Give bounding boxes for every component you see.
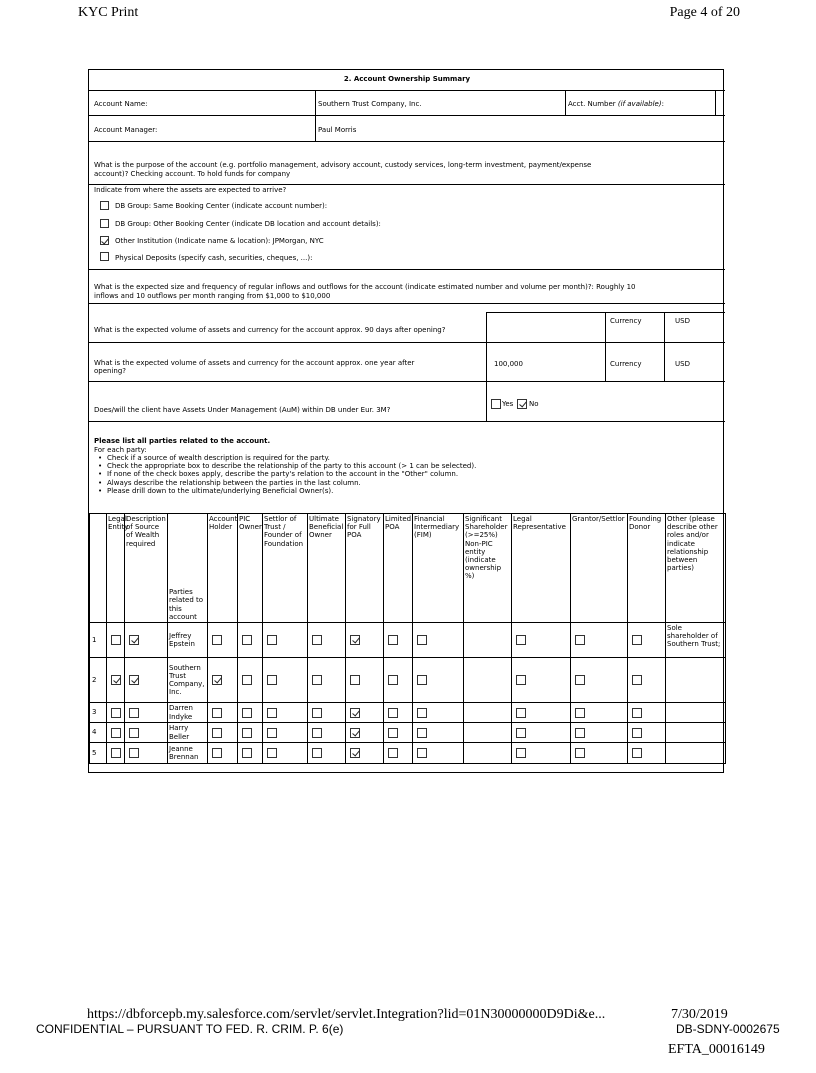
party-role-cell	[384, 623, 413, 658]
header-blank	[90, 514, 107, 623]
party-row	[90, 723, 726, 743]
party-row-number: 1	[90, 623, 107, 658]
party-role-checkbox[interactable]	[388, 635, 398, 645]
party-role-cell	[413, 743, 464, 764]
party-role-checkbox[interactable]	[111, 635, 121, 645]
account-number-label: Acct. Number (if available):	[568, 100, 664, 108]
party-name: Harry Beller	[168, 723, 208, 743]
party-role-cell	[571, 743, 628, 764]
header-pic-owner: PIC Owner	[238, 514, 263, 623]
instruction-bullet: • Always describe the relationship between the parties in the last column.	[107, 479, 361, 488]
party-role-cell	[263, 743, 308, 764]
party-role-checkbox[interactable]	[312, 748, 322, 758]
party-significant-shareholder	[464, 658, 512, 703]
party-role-checkbox[interactable]	[350, 728, 360, 738]
party-role-checkbox[interactable]	[212, 748, 222, 758]
party-role-cell	[413, 703, 464, 723]
party-row-number: 3	[90, 703, 107, 723]
party-role-cell	[413, 723, 464, 743]
aum-no-checkbox[interactable]	[517, 399, 527, 409]
party-row	[90, 743, 726, 764]
party-role-cell	[107, 623, 125, 658]
party-role-cell	[346, 743, 384, 764]
party-role-cell	[125, 703, 168, 723]
party-role-checkbox[interactable]	[632, 675, 642, 685]
flows-row	[89, 270, 725, 304]
instruction-bullet: • Please drill down to the ultimate/underlying Beneficial Owner(s).	[107, 487, 333, 496]
party-name: Darren Indyke	[168, 703, 208, 723]
party-significant-shareholder	[464, 743, 512, 764]
assets-origin-label: Indicate from where the assets are expected to arrive?	[94, 186, 287, 194]
party-role-checkbox[interactable]	[350, 635, 360, 645]
party-role-cell	[238, 658, 263, 703]
party-role-checkbox[interactable]	[575, 708, 585, 718]
party-role-cell	[571, 723, 628, 743]
header-signatory: Signatory for Full POA	[346, 514, 384, 623]
header-source-of-wealth: Description of Source of Wealth required	[125, 514, 168, 623]
party-role-checkbox[interactable]	[516, 708, 526, 718]
party-role-cell	[238, 623, 263, 658]
header-other: Other (please describe other roles and/or indicate relationship between parties)	[666, 514, 726, 623]
party-role-cell	[346, 623, 384, 658]
volume-year-question-line2: opening?	[94, 367, 127, 375]
party-role-cell	[125, 623, 168, 658]
account-name-label: Account Name:	[94, 100, 148, 108]
party-role-checkbox[interactable]	[129, 675, 139, 685]
party-role-cell	[238, 743, 263, 764]
party-role-cell	[208, 703, 238, 723]
party-role-cell	[125, 658, 168, 703]
party-role-checkbox[interactable]	[267, 728, 277, 738]
party-role-checkbox[interactable]	[312, 675, 322, 685]
party-role-checkbox[interactable]	[111, 748, 121, 758]
party-role-checkbox[interactable]	[417, 728, 427, 738]
party-role-cell	[512, 743, 571, 764]
party-role-cell	[571, 623, 628, 658]
checkbox-other-booking-center[interactable]	[100, 219, 109, 228]
party-role-cell	[628, 623, 666, 658]
party-role-checkbox[interactable]	[212, 728, 222, 738]
assets-origin-row	[89, 185, 725, 270]
volume-one-year-row	[89, 343, 725, 382]
party-role-checkbox[interactable]	[312, 708, 322, 718]
party-row-number: 2	[90, 658, 107, 703]
volume-year-currency-label: Currency	[610, 360, 642, 368]
checkbox-physical-deposits[interactable]	[100, 252, 109, 261]
party-role-checkbox[interactable]	[388, 675, 398, 685]
party-role-cell	[512, 623, 571, 658]
party-role-cell	[628, 703, 666, 723]
party-role-checkbox[interactable]	[267, 708, 277, 718]
parties-instructions	[89, 422, 725, 513]
party-role-checkbox[interactable]	[632, 748, 642, 758]
header-legal-representative: Legal Representative	[512, 514, 571, 623]
bates-number: DB-SDNY-0002675	[676, 1022, 780, 1036]
page-number: Page 4 of 20	[669, 5, 740, 20]
party-role-checkbox[interactable]	[111, 708, 121, 718]
party-role-cell	[384, 723, 413, 743]
option-other-institution: Other Institution (Indicate name & location): JPMorgan, NYC	[115, 237, 324, 245]
party-role-cell	[628, 658, 666, 703]
account-manager-label: Account Manager:	[94, 126, 158, 134]
party-role-checkbox[interactable]	[350, 675, 360, 685]
party-role-cell	[413, 623, 464, 658]
party-role-cell	[512, 723, 571, 743]
instruction-bullet: • Check the appropriate box to describe the relationship of the party to this account (> 1 can be selected).	[107, 462, 476, 471]
confidential-notice: CONFIDENTIAL – PURSUANT TO FED. R. CRIM. P. 6(e)	[36, 1022, 344, 1036]
party-row	[90, 703, 726, 723]
footer-url: https://dbforcepb.my.salesforce.com/servlet/servlet.Integration?lid=01N30000000D9Di&e...	[87, 1007, 606, 1022]
volume-year-currency: USD	[675, 360, 690, 368]
party-role-checkbox[interactable]	[350, 708, 360, 718]
party-role-checkbox[interactable]	[632, 728, 642, 738]
party-row	[90, 623, 726, 658]
party-role-checkbox[interactable]	[242, 748, 252, 758]
party-role-cell	[208, 623, 238, 658]
party-role-cell	[308, 623, 346, 658]
party-role-cell	[308, 658, 346, 703]
party-role-cell	[308, 723, 346, 743]
account-manager-row	[89, 116, 725, 142]
header-fim: Financial Intermediary (FIM)	[413, 514, 464, 623]
party-role-checkbox[interactable]	[632, 635, 642, 645]
purpose-row	[89, 142, 725, 185]
party-role-cell	[263, 658, 308, 703]
party-role-checkbox[interactable]	[111, 675, 121, 685]
party-significant-shareholder	[464, 703, 512, 723]
account-name-row	[89, 91, 725, 116]
party-role-checkbox[interactable]	[129, 728, 139, 738]
party-role-checkbox[interactable]	[267, 635, 277, 645]
party-role-checkbox[interactable]	[575, 635, 585, 645]
party-role-cell	[125, 743, 168, 764]
party-role-cell	[571, 658, 628, 703]
section-title-row	[89, 70, 725, 91]
party-role-cell	[208, 743, 238, 764]
party-role-checkbox[interactable]	[350, 748, 360, 758]
party-role-checkbox[interactable]	[417, 708, 427, 718]
party-role-checkbox[interactable]	[312, 635, 322, 645]
party-role-cell	[238, 723, 263, 743]
header-settlor: Settlor of Trust / Founder of Foundation	[263, 514, 308, 623]
party-name: Jeffrey Epstein	[168, 623, 208, 658]
flows-answer: inflows and 10 outflows per month ranging from $1,000 to $10,000	[94, 292, 331, 300]
party-role-checkbox[interactable]	[129, 748, 139, 758]
party-row-number: 5	[90, 743, 107, 764]
purpose-answer: account)? Checking account. To hold funds for company	[94, 170, 291, 178]
instruction-bullet: • Check if a source of wealth description is required for the party.	[107, 454, 330, 463]
party-role-cell	[208, 723, 238, 743]
party-role-cell	[107, 723, 125, 743]
party-role-checkbox[interactable]	[267, 748, 277, 758]
party-role-cell	[263, 623, 308, 658]
party-role-checkbox[interactable]	[388, 708, 398, 718]
option-other-booking-center: DB Group: Other Booking Center (indicate DB location and account details):	[115, 220, 381, 228]
aum-row	[89, 382, 725, 422]
efta-number: EFTA_00016149	[668, 1042, 765, 1057]
aum-yes-checkbox[interactable]	[491, 399, 501, 409]
party-role-checkbox[interactable]	[575, 728, 585, 738]
header-significant-shareholder: Significant Shareholder (>=25%) Non-PIC entity (indicate ownership %)	[464, 514, 512, 623]
party-role-checkbox[interactable]	[632, 708, 642, 718]
parties-header-row	[90, 514, 726, 623]
party-name: Jeanne Brennan	[168, 743, 208, 764]
footer-date: 7/30/2019	[671, 1007, 728, 1022]
party-role-cell	[512, 658, 571, 703]
party-role-cell	[107, 743, 125, 764]
party-role-cell	[125, 723, 168, 743]
purpose-question: What is the purpose of the account (e.g. portfolio management, advisory account, custody services, long-term investment, payment/expense	[94, 161, 592, 169]
party-role-checkbox[interactable]	[516, 635, 526, 645]
party-role-checkbox[interactable]	[242, 675, 252, 685]
party-other-relationship	[666, 703, 726, 723]
party-role-checkbox[interactable]	[212, 635, 222, 645]
party-role-checkbox[interactable]	[212, 708, 222, 718]
account-manager-value: Paul Morris	[318, 126, 357, 134]
party-role-checkbox[interactable]	[129, 635, 139, 645]
header-grantor: Grantor/Settlor	[571, 514, 628, 623]
party-role-cell	[107, 703, 125, 723]
party-role-checkbox[interactable]	[388, 728, 398, 738]
instruction-bullet: • If none of the check boxes apply, describe the party's relation to the account in the "Other" column.	[107, 470, 458, 479]
party-role-cell	[346, 703, 384, 723]
party-significant-shareholder	[464, 723, 512, 743]
party-significant-shareholder	[464, 623, 512, 658]
aum-question: Does/will the client have Assets Under Management (AuM) within DB under Eur. 3M?	[94, 406, 391, 414]
party-name: Southern Trust Company, Inc.	[168, 658, 208, 703]
party-role-cell	[413, 658, 464, 703]
party-role-checkbox[interactable]	[129, 708, 139, 718]
party-other-relationship	[666, 658, 726, 703]
aum-yes-label: Yes	[502, 400, 514, 408]
option-physical-deposits: Physical Deposits (specify cash, securities, cheques, ...):	[115, 254, 313, 262]
party-role-cell	[107, 658, 125, 703]
party-role-checkbox[interactable]	[417, 635, 427, 645]
party-role-cell	[308, 743, 346, 764]
volume-90-currency: USD	[675, 317, 690, 325]
party-role-cell	[346, 723, 384, 743]
party-row	[90, 658, 726, 703]
party-role-checkbox[interactable]	[242, 708, 252, 718]
party-role-cell	[384, 658, 413, 703]
party-role-cell	[263, 703, 308, 723]
volume-90-currency-label: Currency	[610, 317, 642, 325]
header-ubo: Ultimate Beneficial Owner	[308, 514, 346, 623]
aum-no-label: No	[529, 400, 539, 408]
party-role-checkbox[interactable]	[516, 675, 526, 685]
party-role-cell	[628, 723, 666, 743]
party-role-checkbox[interactable]	[516, 748, 526, 758]
party-role-checkbox[interactable]	[388, 748, 398, 758]
party-role-checkbox[interactable]	[242, 635, 252, 645]
party-role-cell	[384, 703, 413, 723]
parties-table	[89, 513, 726, 764]
parties-title: Please list all parties related to the account.	[94, 437, 271, 445]
account-name-value: Southern Trust Company, Inc.	[318, 100, 422, 108]
checkbox-other-institution[interactable]	[100, 236, 109, 245]
party-role-cell	[384, 743, 413, 764]
party-role-cell	[346, 658, 384, 703]
party-role-checkbox[interactable]	[242, 728, 252, 738]
party-role-checkbox[interactable]	[212, 675, 222, 685]
header-account-holder: Account Holder	[208, 514, 238, 623]
party-role-checkbox[interactable]	[111, 728, 121, 738]
volume-90-days-question: What is the expected volume of assets and currency for the account approx. 90 days after opening?	[94, 326, 446, 334]
party-role-checkbox[interactable]	[267, 675, 277, 685]
party-other-relationship	[666, 743, 726, 764]
volume-90-days-row	[89, 304, 725, 343]
party-role-cell	[263, 723, 308, 743]
party-role-checkbox[interactable]	[575, 748, 585, 758]
header-parties: Parties related to this account	[168, 514, 208, 623]
account-ownership-form	[88, 69, 724, 773]
header-limited-poa: Limited POA	[384, 514, 413, 623]
party-role-cell	[208, 658, 238, 703]
for-each-party: For each party:	[94, 446, 147, 454]
party-other-relationship: Sole shareholder of Southern Trust;	[666, 623, 726, 658]
party-role-cell	[512, 703, 571, 723]
party-role-cell	[628, 743, 666, 764]
party-other-relationship	[666, 723, 726, 743]
party-role-cell	[571, 703, 628, 723]
flows-question: What is the expected size and frequency of regular inflows and outflows for the account (indicate estimated number and volume per month)?: Roughly 10	[94, 283, 636, 291]
section-title: 2. Account Ownership Summary	[343, 75, 471, 83]
header-legal-entity: Legal Entity	[107, 514, 125, 623]
party-role-checkbox[interactable]	[516, 728, 526, 738]
party-role-cell	[238, 703, 263, 723]
party-role-checkbox[interactable]	[417, 748, 427, 758]
volume-year-value: 100,000	[494, 360, 523, 368]
print-header-title: KYC Print	[78, 5, 139, 20]
party-role-checkbox[interactable]	[417, 675, 427, 685]
party-row-number: 4	[90, 723, 107, 743]
option-same-booking-center: DB Group: Same Booking Center (indicate account number):	[115, 202, 328, 210]
party-role-cell	[308, 703, 346, 723]
checkbox-same-booking-center[interactable]	[100, 201, 109, 210]
header-founding-donor: Founding Donor	[628, 514, 666, 623]
volume-year-question-line1: What is the expected volume of assets and currency for the account approx. one year after	[94, 359, 415, 367]
party-role-checkbox[interactable]	[312, 728, 322, 738]
party-role-checkbox[interactable]	[575, 675, 585, 685]
